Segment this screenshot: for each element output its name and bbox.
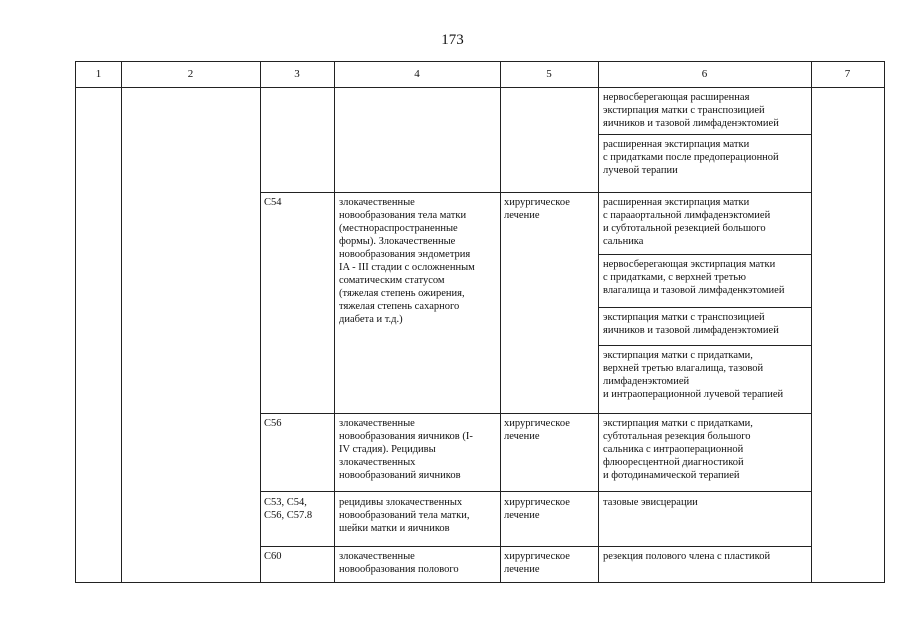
subrow-divider [598,345,811,346]
method-cell: тазовые эвисцерации [603,497,698,508]
method-cell: экстирпация матки с транспозицией яичников и тазовой лимфаденэктомией [603,312,779,336]
method-cell: экстирпация матки с придатками, субтотальная резекция большого сальника с интраоперационной флюоресцентной диагностикой и фотодинамической терапией [603,418,753,481]
method-cell: нервосберегающая расширенная экстирпация матки с транспозицией яичников и тазовой лимфаденэктомией [603,92,779,129]
code-cell: C54 [264,197,282,208]
header-col-7: 7 [844,68,851,80]
header-col-5: 5 [546,68,552,80]
diagnosis-cell: злокачественные новообразования яичников (I- IV стадия). Рецидивы злокачественных новообразований яичников [339,418,473,481]
treatment-cell: хирургическое лечение [504,197,570,221]
column-divider [260,62,261,582]
code-cell: C53, C54, C56, C57.8 [264,497,313,521]
diagnosis-cell: рецидивы злокачественных новообразований тела матки, шейки матки и яичников [339,497,470,534]
treatment-cell: хирургическое лечение [504,551,570,575]
subrow-divider [598,254,811,255]
diagnosis-cell: злокачественные новообразования тела матки (местнораспространенные формы). Злокачественные новообразования эндометрия IA - III стадии с осложненным соматическим статусом (тяжелая степень ожирения, тяжелая степень сахарного диабета и т.д.) [339,197,475,325]
column-divider [121,62,122,582]
header-col-3: 3 [294,68,300,80]
subrow-divider [598,134,811,135]
method-cell: расширенная экстирпация матки с придатками после предоперационной лучевой терапии [603,139,779,176]
column-divider [334,62,335,582]
row-divider [260,546,811,547]
code-cell: C60 [264,551,282,562]
row-divider [260,413,811,414]
method-cell: нервосберегающая экстирпация матки с придатками, с верхней третью влагалища и тазовой лимфаденкэтомией [603,259,785,296]
column-divider [598,62,599,582]
method-cell: экстирпация матки с придатками, верхней третью влагалища, тазовой лимфаденэктомией и интраоперационной лучевой терапией [603,350,784,400]
code-cell: C56 [264,418,282,429]
header-col-6: 6 [701,68,708,80]
column-divider [811,62,812,582]
method-cell: расширенная экстирпация матки с парааортальной лимфаденэктомией и субтотальной резекцией большого сальника [603,197,771,247]
column-divider [500,62,501,582]
subrow-divider [598,307,811,308]
treatment-cell: хирургическое лечение [504,497,570,521]
diagnosis-cell: злокачественные новообразования полового [339,551,459,575]
medical-services-table [75,61,885,583]
row-divider [260,192,811,193]
page-number: 173 [441,32,464,48]
treatment-cell: хирургическое лечение [504,418,570,442]
header-col-2: 2 [187,68,194,80]
header-col-4: 4 [414,68,420,80]
header-divider [76,87,884,88]
header-col-1: 1 [95,68,102,80]
method-cell: резекция полового члена с пластикой [603,551,771,562]
row-divider [260,491,811,492]
